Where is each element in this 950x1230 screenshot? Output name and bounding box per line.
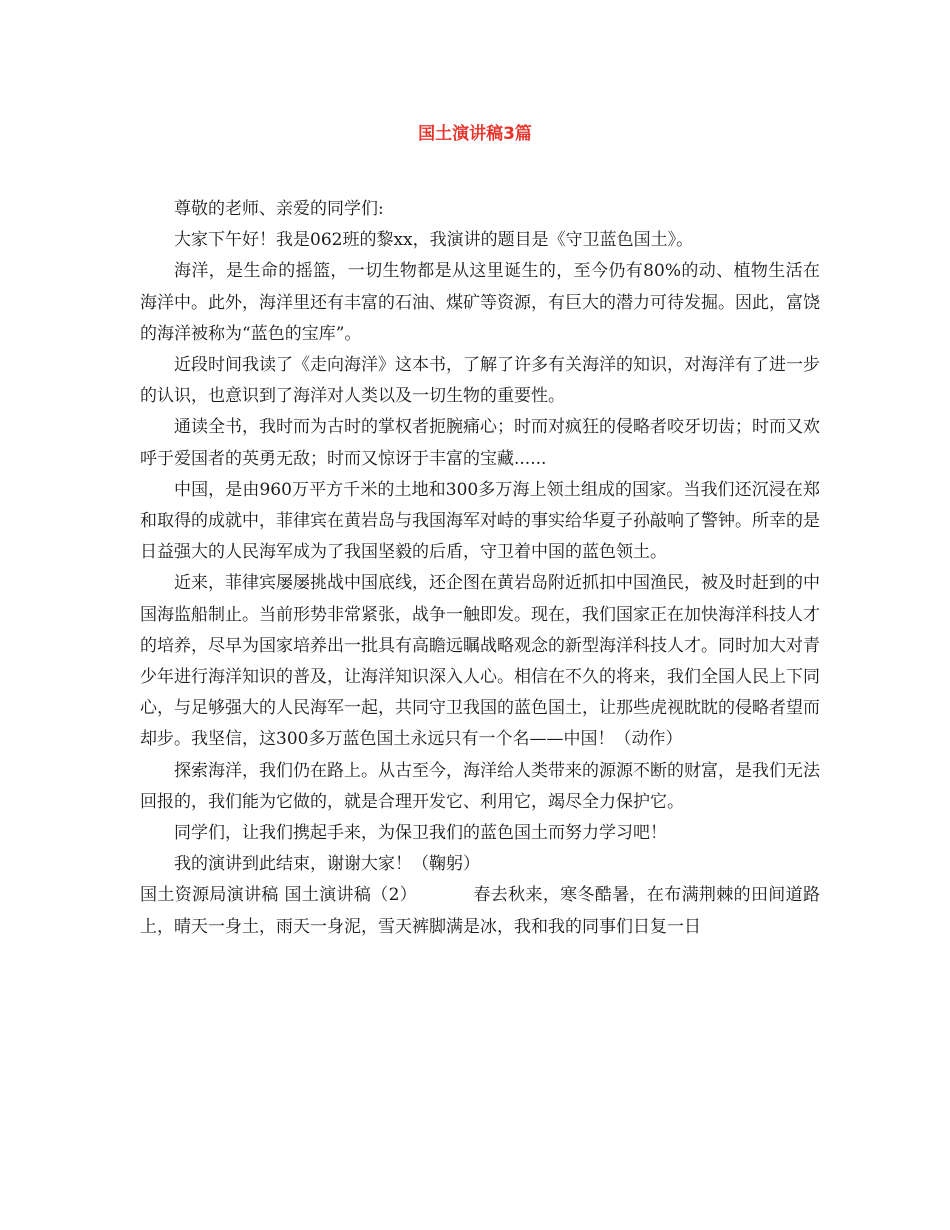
document-body	[140, 194, 820, 943]
body-paragraph: 探索海洋，我们仍在路上。从古至今，海洋给人类带来的源源不断的财富，是我们无法回报的，我们能为它做的，就是合理开发它、利用它，竭尽全力保护它。	[140, 760, 820, 812]
document-title: 国土演讲稿3篇	[418, 124, 532, 144]
body-paragraph: 近段时间我读了《走向海洋》这本书，了解了许多有关海洋的知识，对海洋有了进一步的认识，也意识到了海洋对人类以及一切生物的重要性。	[140, 355, 820, 407]
salutation-paragraph: 尊敬的老师、亲爱的同学们:	[174, 199, 384, 219]
greeting-paragraph: 大家下午好！我是062班的黎xx，我演讲的题目是《守卫蓝色国土》。	[174, 230, 694, 251]
body-paragraph: 通读全书，我时而为古时的掌权者扼腕痛心；时而对疯狂的侵略者咬牙切齿；时而又欢呼于爱国者的英勇无敌；时而又惊讶于丰富的宝藏......	[140, 417, 820, 469]
body-paragraph: 近来，菲律宾屡屡挑战中国底线，还企图在黄岩岛附近抓扣中国渔民，被及时赶到的中国海监船制止。当前形势非常紧张，战争一触即发。现在，我们国家正在加快海洋科技人才的培养，尽早为国家培养出一批具有高瞻远瞩战略观念的新型海洋科技人才。同时加大对青少年进行海洋知识的普及，让海洋知识深入人心。相信在不久的将来，我们全国人民上下同心，与足够强大的人民海军一起，共同守卫我国的蓝色国土，让那些虎视眈眈的侵略者望而却步。我坚信，这300多万蓝色国土永远只有一个名——中国！（动作）	[140, 573, 820, 750]
body-paragraph: 海洋，是生命的摇篮，一切生物都是从这里诞生的，至今仍有80%的动、植物生活在海洋中。此外，海洋里还有丰富的石油、煤矿等资源，有巨大的潜力可待发掘。因此，富饶的海洋被称为“蓝色的宝库”。	[140, 261, 820, 344]
second-speech-paragraph	[140, 880, 820, 942]
second-speech-heading: 国土资源局演讲稿 国土演讲稿（2）	[140, 885, 418, 906]
second-speech-text: 春去秋来，寒冬酷暑，在布满荆棘的田间道路上，晴天一身土，雨天一身泥，雪天裤脚满是冰，我和我的同事们日复一日	[140, 885, 820, 937]
closing-paragraph: 我的演讲到此结束，谢谢大家！（鞠躬）	[174, 854, 480, 875]
body-paragraph: 同学们，让我们携起手来，为保卫我们的蓝色国土而努力学习吧！	[174, 823, 667, 844]
body-paragraph: 中国，是由960万平方千米的土地和300多万海上领土组成的国家。当我们还沉浸在郑和取得的成就中，菲律宾在黄岩岛与我国海军对峙的事实给华夏子孙敲响了警钟。所幸的是日益强大的人民海军成为了我国坚毅的后盾，守卫着中国的蓝色领土。	[140, 479, 820, 563]
